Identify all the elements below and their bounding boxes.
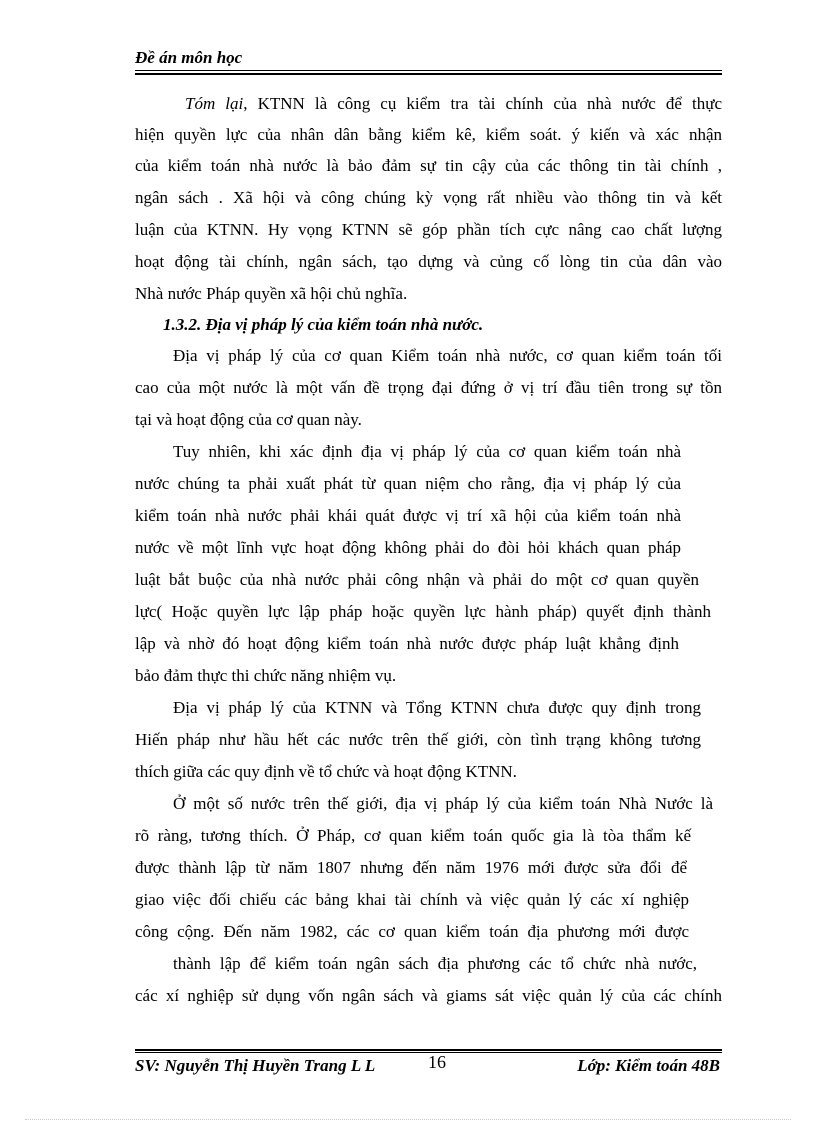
paragraph-1-lead: Tóm lại [185,94,244,113]
paragraph-5-line: được thành lập từ năm 1807 nhưng đến năm 1976 mới được sửa đổi để [135,858,687,877]
paragraph-5-line: công cộng. Đến năm 1982, các cơ quan kiểm toán địa phương mới được [135,922,689,941]
page-boundary-dotted-line [25,1119,791,1120]
paragraph-1-line: Nhà nước Pháp quyền xã hội chủ nghĩa. [135,284,408,303]
paragraph-3-line: kiểm toán nhà nước phải khái quát được vị trí xã hội của kiểm toán nhà [135,506,681,525]
paragraph-3-line: lực( Hoặc quyền lực lập pháp hoặc quyền lực hành pháp) quyết định thành [135,602,711,621]
page-header-title: Đề án môn học [135,48,243,67]
footer-rule-thick [135,1049,722,1051]
paragraph-1-line: của kiểm toán nhà nước là bảo đảm sự tin cậy của các thông tin tài chính , [135,156,722,175]
paragraph-3-line: lập và nhờ đó hoạt động kiểm toán nhà nước được pháp luật khẳng định [135,634,679,653]
paragraph-1-line: Tóm lại, KTNN là công cụ kiểm tra tài chính của nhà nước để thực [185,94,723,113]
paragraph-4-line: Địa vị pháp lý của KTNN và Tổng KTNN chưa được quy định trong [173,698,701,717]
paragraph-3-line: luật bắt buộc của nhà nước phải công nhận và phải do một cơ quan quyền [135,570,699,589]
paragraph-1-line: hoạt động tài chính, ngân sách, tạo dựng và củng cố lòng tin của dân vào [135,252,722,271]
paragraph-5-line: Ở một số nước trên thế giới, địa vị pháp lý của kiểm toán Nhà Nước là [173,794,713,813]
paragraph-1-line: luận của KTNN. Hy vọng KTNN sẽ góp phần tích cực nâng cao chất lượng [135,220,722,239]
paragraph-5-line: giao việc đối chiếu các bảng khai tài chính và việc quản lý các xí nghiệp [135,890,689,909]
paragraph-4-line: Hiến pháp như hầu hết các nước trên thế giới, còn tình trạng không tương [135,730,701,749]
section-heading: 1.3.2. Địa vị pháp lý của kiểm toán nhà nước. [163,315,484,334]
paragraph-2-line: tại và hoạt động của cơ quan này. [135,410,362,429]
paragraph-3-line: nước về một lĩnh vực hoạt động không phải do đòi hỏi khách quan pháp [135,538,681,557]
paragraph-5-line: rõ ràng, tương thích. Ở Pháp, cơ quan kiểm toán quốc gia là tòa thẩm kế [135,826,691,845]
footer-class: Lớp: Kiểm toán 48B [577,1056,720,1075]
paragraph-5-line: thành lập để kiểm toán ngân sách địa phương các tổ chức nhà nước, [173,954,697,973]
paragraph-4-line: thích giữa các quy định về tổ chức và hoạt động KTNN. [135,762,517,781]
footer-student-name: SV: Nguyễn Thị Huyền Trang L L [135,1056,376,1075]
paragraph-3-line: Tuy nhiên, khi xác định địa vị pháp lý của cơ quan kiểm toán nhà [173,442,681,461]
paragraph-3-line: bảo đảm thực thi chức năng nhiệm vụ. [135,666,397,685]
paragraph-1-line: hiện quyền lực của nhân dân bằng kiểm kê, kiểm soát. ý kiến và xác nhận [135,125,722,144]
header-rule [135,70,722,71]
header-rule-thick [135,73,722,75]
page-number: 16 [428,1052,446,1072]
paragraph-1-line: ngân sách . Xã hội và công chúng kỳ vọng rất nhiều vào thông tin và kết [135,188,722,207]
paragraph-2-line: Địa vị pháp lý của cơ quan Kiểm toán nhà nước, cơ quan kiểm toán tối [173,346,722,365]
paragraph-3-line: nước chúng ta phải xuất phát từ quan niệm cho rằng, địa vị pháp lý của [135,474,681,493]
paragraph-2-line: cao của một nước là một vấn đề trọng đại đứng ở vị trí đầu tiên trong sự tồn [135,378,722,397]
paragraph-5-line: các xí nghiệp sử dụng vốn ngân sách và giams sát việc quản lý của các chính [135,986,722,1005]
